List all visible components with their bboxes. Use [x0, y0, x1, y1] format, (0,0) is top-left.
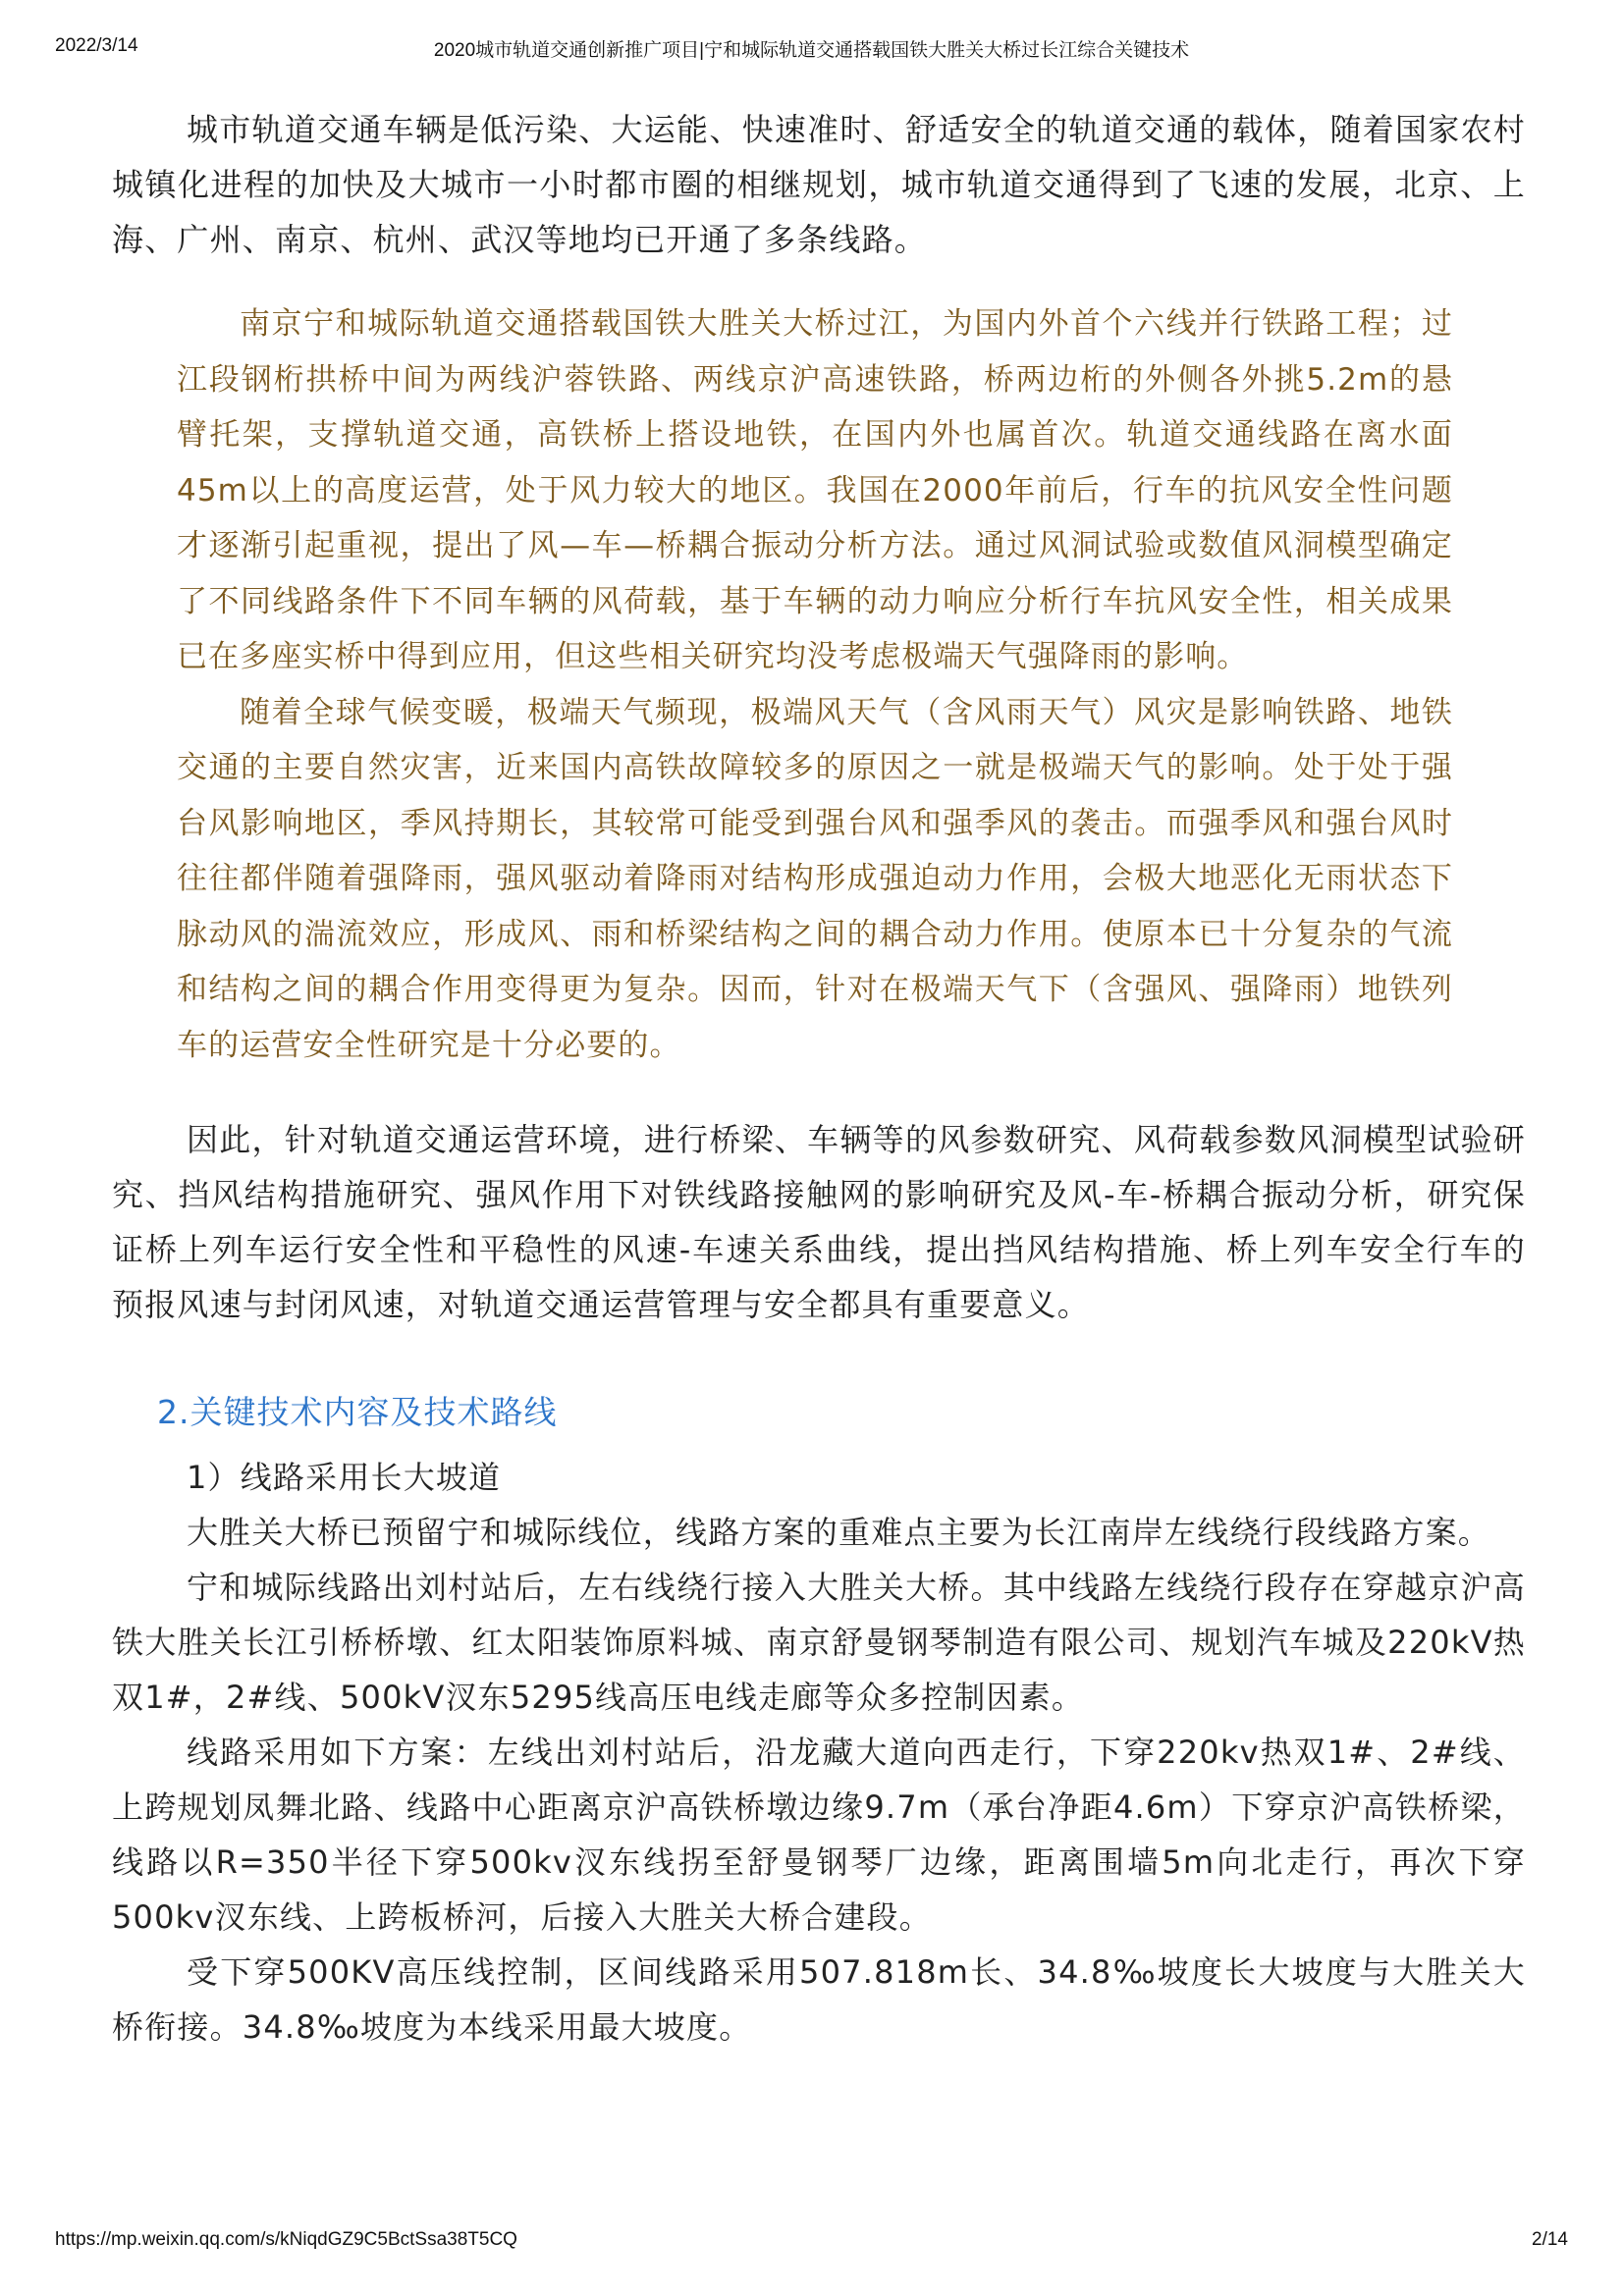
- subsection-heading: 1）线路采用长大坡道: [187, 1459, 502, 1496]
- print-date: 2022/3/14: [55, 35, 138, 56]
- quote-paragraph-2: 随着全球气候变暖，极端天气频现，极端风天气（含风雨天气）风灾是影响铁路、地铁交通的主要自然灾害，近来国内高铁故障较多的原因之一就是极端天气的影响。处于处于强台风影响地区，季风持期长，其较常可能受到强台风和强季风的袭击。而强季风和强台风时往往都伴随着强降雨，强风驱动着降雨对结构形成强迫动力作用，会极大地恶化无雨状态下脉动风的湍流效应，形成风、雨和桥梁结构之间的耦合动力作用。使原本已十分复杂的气流和结构之间的耦合作用变得更为复杂。因而，针对在极端天气下（含强风、强降雨）地铁列车的运营安全性研究是十分必要的。: [177, 694, 1453, 1063]
- section-body: [112, 1505, 1526, 2055]
- page-number: 2/14: [1532, 2229, 1568, 2250]
- section-heading: 2.关键技术内容及技术路线: [157, 1393, 558, 1431]
- quote-paragraph-1: 南京宁和城际轨道交通搭载国铁大胜关大桥过江，为国内外首个六线并行铁路工程；过江段钢桁拱桥中间为两线沪蓉铁路、两线京沪高速铁路，桥两边桁的外侧各外挑5.2m的悬臂托架，支撑轨道交通，高铁桥上搭设地铁，在国内外也属首次。轨道交通线路在离水面45m以上的高度运营，处于风力较大的地区。我国在2000年前后，行车的抗风安全性问题才逐渐引起重视，提出了风—车—桥耦合振动分析方法。通过风洞试验或数值风洞模型确定了不同线路条件下不同车辆的风荷载，基于车辆的动力响应分析行车抗风安全性，相关成果已在多座实桥中得到应用，但这些相关研究均没考虑极端天气强降雨的影响。: [177, 306, 1453, 674]
- document-title: 2020城市轨道交通创新推广项目|宁和城际轨道交通搭载国铁大胜关大桥过长江综合关键技术: [433, 40, 1190, 61]
- section-paragraph-3: 线路采用如下方案：左线出刘村站后，沿龙藏大道向西走行，下穿220kv热双1#、2#线、上跨规划凤舞北路、线路中心距离京沪高铁桥墩边缘9.7m（承台净距4.6m）下穿京沪高铁桥梁，线路以R=350半径下穿500kv汊东线拐至舒曼钢琴厂边缘，距离围墙5m向北走行，再次下穿500kv汊东线、上跨板桥河，后接入大胜关大桥合建段。: [112, 1734, 1526, 1936]
- section-paragraph-2: 宁和城际线路出刘村站后，左右线绕行接入大胜关大桥。其中线路左线绕行段存在穿越京沪高铁大胜关长江引桥桥墩、红太阳装饰原料城、南京舒曼钢琴制造有限公司、规划汽车城及220kV热双1#，2#线、500kV汊东5295线高压电线走廊等众多控制因素。: [112, 1569, 1526, 1716]
- intro-paragraph: 城市轨道交通车辆是低污染、大运能、快速准时、舒适安全的轨道交通的载体，随着国家农村城镇化进程的加快及大城市一小时都市圈的相继规划，城市轨道交通得到了飞速的发展，北京、上海、广州、南京、杭州、武汉等地均已开通了多条线路。: [112, 111, 1526, 258]
- source-url-link[interactable]: https://mp.weixin.qq.com/s/kNiqdGZ9C5BctSsa38T5CQ: [55, 2229, 517, 2250]
- conclusion-paragraph: 因此，针对轨道交通运营环境，进行桥梁、车辆等的风参数研究、风荷载参数风洞模型试验研究、挡风结构措施研究、强风作用下对铁线路接触网的影响研究及风-车-桥耦合振动分析，研究保证桥上列车运行安全性和平稳性的风速-车速关系曲线，提出挡风结构措施、桥上列车安全行车的预报风速与封闭风速，对轨道交通运营管理与安全都具有重要意义。: [112, 1121, 1526, 1323]
- section-paragraph-4: 受下穿500KV高压线控制，区间线路采用507.818m长、34.8‰坡度长大坡度与大胜关大桥衔接。34.8‰坡度为本线采用最大坡度。: [112, 1953, 1526, 2046]
- section-paragraph-1: 大胜关大桥已预留宁和城际线位，线路方案的重难点主要为长江南岸左线绕行段线路方案。: [187, 1514, 1491, 1551]
- article-body: [112, 102, 1526, 2055]
- print-footer: [0, 2229, 1623, 2257]
- quote-block: [177, 296, 1453, 1073]
- print-header: [0, 35, 1623, 63]
